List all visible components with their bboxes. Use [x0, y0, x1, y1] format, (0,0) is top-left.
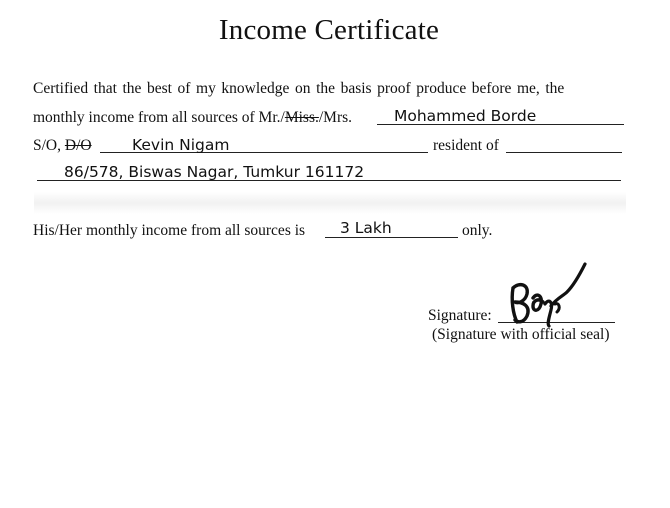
signature-label: Signature: [428, 307, 492, 324]
scan-shading [34, 192, 626, 214]
income-value: 3 Lakh [340, 219, 392, 237]
salutation-suffix: /Mrs. [318, 109, 353, 126]
page-title: Income Certificate [218, 14, 440, 46]
signature-note: (Signature with official seal) [432, 326, 610, 343]
name-value: Mohammed Borde [394, 107, 537, 125]
do-struck: D/O [64, 137, 92, 154]
father-value: Kevin Nigam [132, 136, 230, 154]
relation-label [33, 137, 92, 155]
so-label: S/O, [33, 137, 65, 154]
certificate-line-1: Certified that the best of my knowledge on the basis proof produce before me, the [33, 80, 565, 97]
salutation-prefix: monthly income from all sources of Mr./ [33, 109, 285, 126]
handwritten-signature [505, 258, 595, 328]
resident-label: resident of [433, 137, 499, 154]
income-prefix: His/Her monthly income from all sources is [33, 222, 306, 239]
income-field-line [325, 237, 458, 238]
income-suffix: only. [462, 222, 493, 239]
resident-field-line [506, 152, 622, 153]
certificate-line-2 [33, 109, 352, 127]
salutation-struck: Miss. [284, 109, 319, 126]
address-value: 86/578, Biswas Nagar, Tumkur 161172 [64, 163, 365, 181]
